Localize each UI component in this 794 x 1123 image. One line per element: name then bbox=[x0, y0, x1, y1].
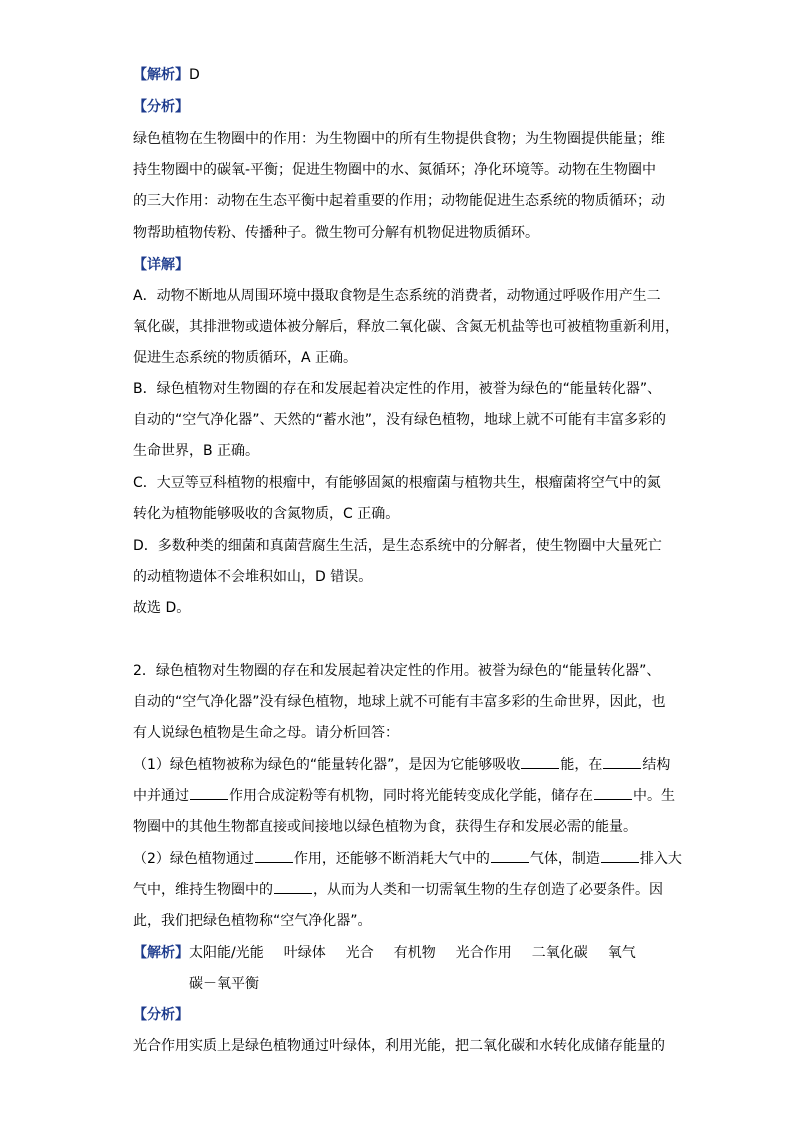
answer-line bbox=[133, 944, 663, 962]
subquestion-2-line: 此，我们把绿色植物称“空气净化器”。 bbox=[133, 913, 372, 929]
xiangjie-text-line: C．大豆等豆科植物的根瘤中，有能够固氮的根瘤菌与植物共生，根瘤菌将空气中的氮 bbox=[133, 475, 661, 491]
fenxi-text-line: 绿色植物在生物圈中的作用：为生物圈中的所有生物提供食物；为生物圈提供能量；维 bbox=[133, 131, 665, 147]
question-line: 自动的“空气净化器”没有绿色植物，地球上就不可能有丰富多彩的生命世界，因此，也 bbox=[133, 694, 666, 710]
answer-item: 氧气 bbox=[607, 945, 636, 961]
xiangjie-text-line: D．多数种类的细菌和真菌营腐生生活，是生态系统中的分解者，使生物圈中大量死亡 bbox=[133, 538, 662, 554]
xiangjie-text-line: 自动的“空气净化器”、天然的“蓄水池”，没有绿色植物，地球上就不可能有丰富多彩的 bbox=[133, 412, 667, 428]
xiangjie-text-line: 转化为植物能够吸收的含氮物质，C 正确。 bbox=[133, 506, 400, 522]
xiangjie-text-line: 故选 D。 bbox=[133, 600, 191, 616]
q1-text: 结构 bbox=[642, 757, 671, 773]
fenxi-text-line: 光合作用实质上是绿色植物通过叶绿体，利用光能，把二氧化碳和水转化成储存能量的 bbox=[133, 1038, 665, 1054]
fenxi-text-line: 的三大作用：动物在生态平衡中起着重要的作用；动物能促进生态系统的物质循环；动 bbox=[133, 193, 665, 209]
q2-text: 气体，制造 bbox=[529, 851, 600, 867]
question-line: 2．绿色植物对生物圈的存在和发展起着决定性的作用。被誉为绿色的“能量转化器”、 bbox=[133, 663, 661, 679]
q1-text: （1）绿色植物被称为绿色的“能量转化器”，是因为它能够吸收 bbox=[133, 757, 521, 773]
answer-blank bbox=[274, 881, 312, 894]
answer-item: 碳－氧平衡 bbox=[189, 976, 259, 992]
xiangjie-text-line: 氧化碳，其排泄物或遗体被分解后，释放二氧化碳、含氮无机盐等也可被植物重新利用， bbox=[133, 319, 679, 335]
answer-item: 光合 bbox=[345, 945, 374, 961]
fenxi-heading bbox=[133, 98, 663, 116]
q2-text: 气中，维持生物圈中的 bbox=[133, 882, 273, 898]
answer-blank bbox=[603, 756, 641, 769]
q1-text: 能，在 bbox=[560, 757, 603, 773]
xiangjie-tag: 【详解】 bbox=[133, 257, 189, 273]
q2-text: ，从而为人类和一切需氧生物的生存创造了必要条件。因 bbox=[313, 882, 663, 898]
answer-blank bbox=[594, 787, 632, 800]
answer-item: 二氧化碳 bbox=[531, 945, 588, 961]
q2-text: 作用，还能够不断消耗大气中的 bbox=[293, 851, 490, 867]
answer-item: 有机物 bbox=[393, 945, 436, 961]
answer-blank bbox=[521, 756, 559, 769]
answer-item: 叶绿体 bbox=[283, 945, 326, 961]
xiangjie-text-line: 促进生态系统的物质循环，A 正确。 bbox=[133, 350, 358, 366]
q1-text: 中。生 bbox=[633, 788, 675, 804]
answer-item: 光合作用 bbox=[455, 945, 512, 961]
answer-blank bbox=[255, 850, 293, 863]
question-line: 有人说绿色植物是生命之母。请分析回答： bbox=[133, 725, 399, 741]
subquestion-1-line bbox=[133, 787, 675, 805]
xiangjie-text-line: B．绿色植物对生物圈的存在和发展起着决定性的作用，被誉为绿色的“能量转化器”、 bbox=[133, 381, 662, 397]
jiexi-tag: 【解析】 bbox=[133, 945, 189, 961]
jiexi-tag: 【解析】 bbox=[133, 67, 189, 83]
fenxi-text-line: 持生物圈中的碳氧-平衡；促进生物圈中的水、氮循环；净化环境等。动物在生物圈中 bbox=[133, 162, 657, 178]
xiangjie-heading bbox=[133, 256, 663, 274]
fenxi-heading bbox=[133, 1006, 663, 1024]
fenxi-tag: 【分析】 bbox=[133, 99, 189, 115]
jiexi-answer: D bbox=[189, 67, 200, 83]
q1-text: 作用合成淀粉等有机物，同时将光能转变成化学能，储存在 bbox=[229, 788, 593, 804]
fenxi-text-line: 物帮助植物传粉、传播种子。微生物可分解有机物促进物质循环。 bbox=[133, 225, 539, 241]
subquestion-1-line: 物圈中的其他生物都直接或间接地以绿色植物为食，获得生存和发展必需的能量。 bbox=[133, 819, 637, 835]
answer-blank bbox=[491, 850, 529, 863]
fenxi-tag: 【分析】 bbox=[133, 1007, 189, 1023]
subquestion-1-line bbox=[133, 756, 671, 774]
q2-text: 排入大 bbox=[639, 851, 682, 867]
answer-item: 太阳能/光能 bbox=[189, 945, 264, 961]
xiangjie-text-line: 生命世界，B 正确。 bbox=[133, 443, 260, 459]
xiangjie-text-line: 的动植物遗体不会堆积如山，D 错误。 bbox=[133, 569, 373, 585]
subquestion-2-line bbox=[133, 850, 682, 868]
subquestion-2-line bbox=[133, 881, 663, 899]
answer-blank bbox=[601, 850, 639, 863]
jiexi-line bbox=[133, 66, 663, 84]
xiangjie-text-line: A．动物不断地从周围环境中摄取食物是生态系统的消费者，动物通过呼吸作用产生二 bbox=[133, 288, 661, 304]
answer-blank bbox=[190, 787, 228, 800]
q1-text: 中并通过 bbox=[133, 788, 189, 804]
q2-text: （2）绿色植物通过 bbox=[133, 851, 254, 867]
